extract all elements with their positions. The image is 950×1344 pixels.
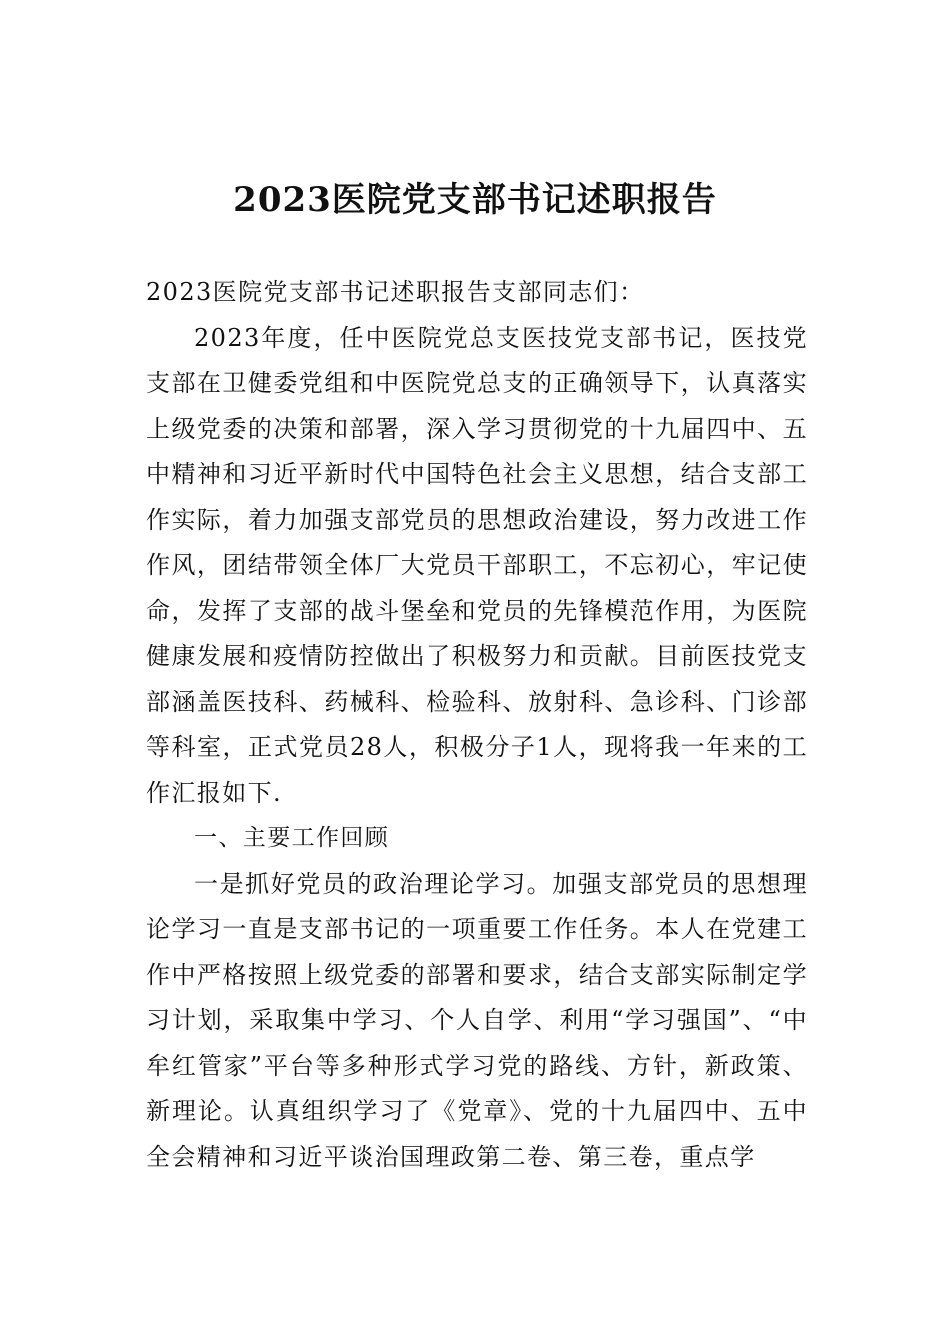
section-heading: 一、主要工作回顾	[194, 825, 390, 851]
document-title: 2023医院党支部书记述职报告	[233, 180, 717, 220]
greeting-line: 2023医院党支部书记述职报告支部同志们：	[146, 278, 645, 306]
document-body	[146, 270, 808, 1180]
study-paragraph: 一是抓好党员的政治理论学习。加强支部党员的思想理论学习一直是支部书记的一项重要工作任务。本人在党建工作中严格按照上级党委的部署和要求，结合支部实际制定学习计划，采取集中学习、个人自学、利用“学习强国”、“中牟红管家”平台等多种形式学习党的路线、方针，新政策、新理论。认真组织学习了《党章》、党的十九届四中、五中全会精神和习近平谈治国理政第二卷、第三卷，重点学	[146, 869, 808, 1171]
intro-paragraph: 2023年度，任中医院党总支医技党支部书记，医技党支部在卫健委党组和中医院党总支的正确领导下，认真落实上级党委的决策和部署，深入学习贯彻党的十九届四中、五中精神和习近平新时代中国特色社会主义思想，结合支部工作实际，着力加强支部党员的思想政治建设，努力改进工作作风，团结带领全体厂大党员干部职工，不忘初心，牢记使命，发挥了支部的战斗堡垒和党员的先锋模范作用，为医院健康发展和疫情防控做出了积极努力和贡献。目前医技党支部涵盖医技科、药械科、检验科、放射科、急诊科、门诊部等科室，正式党员28人，积极分子1人，现将我一年来的工作汇报如下.	[146, 323, 808, 807]
